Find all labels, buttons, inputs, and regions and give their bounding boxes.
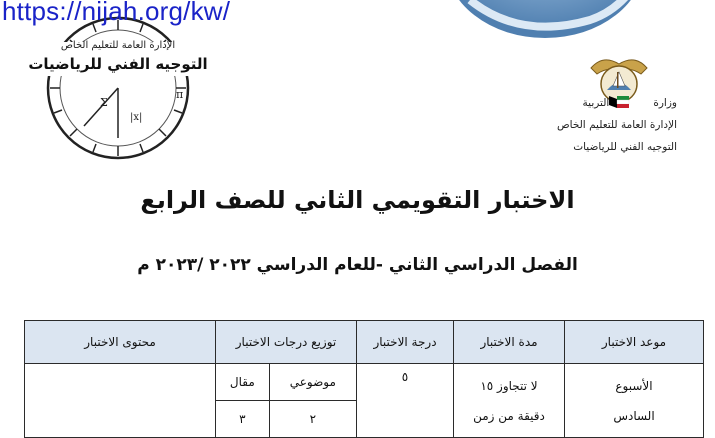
- header-date: موعد الاختبار: [565, 321, 704, 364]
- ministry-line2: الإدارة العامة للتعليم الخاص: [556, 119, 677, 131]
- math-department-logo: [18, 10, 218, 162]
- table-header-row: [25, 321, 704, 364]
- header-distribution: توزيع درجات الاختبار: [216, 321, 357, 364]
- exam-info-table: [24, 320, 704, 438]
- table-row: [25, 364, 704, 401]
- ministry-header: [557, 92, 677, 158]
- dept-logo-line1: الإدارة العامة للتعليم الخاص: [60, 40, 176, 51]
- education-word: التربية: [582, 97, 610, 109]
- cell-duration: [454, 364, 565, 438]
- date-line2: السادس: [613, 408, 655, 423]
- date-line1: الأسبوع: [615, 378, 653, 393]
- cell-objective-value: ٢: [269, 401, 356, 438]
- symbol-pi: π: [176, 88, 184, 101]
- page-title: الاختبار التقويمي الثاني للصف الرابع: [140, 186, 575, 214]
- duration-line2: دقيقة من زمن: [473, 408, 545, 423]
- decorative-globe: [440, 0, 650, 40]
- symbol-abs: |x|: [130, 112, 143, 123]
- ministry-line3: التوجيه الفني للرياضيات: [573, 141, 677, 153]
- watermark-url[interactable]: https://nijah.org/kw/: [2, 0, 231, 26]
- cell-degree: ٥: [357, 364, 454, 438]
- cell-date: [565, 364, 704, 438]
- header-content: محتوى الاختبار: [25, 321, 216, 364]
- cell-objective-label: موضوعي: [269, 364, 356, 401]
- header-duration: مدة الاختبار: [454, 321, 565, 364]
- ministry-word: وزارة: [653, 97, 677, 109]
- cell-essay-label: مقال: [216, 364, 270, 401]
- header-degree: درجة الاختبار: [357, 321, 454, 364]
- duration-line1: لا تتجاوز ١٥: [480, 378, 538, 393]
- page-subtitle: الفصل الدراسي الثاني -للعام الدراسي ٢٠٢٢ /٢٠٢٣ م: [137, 255, 578, 275]
- dept-logo-line2: التوجيه الفني للرياضيات: [28, 55, 208, 73]
- symbol-sigma: Σ: [100, 96, 108, 109]
- cell-essay-value: ٣: [216, 401, 270, 438]
- cell-content: [25, 364, 216, 438]
